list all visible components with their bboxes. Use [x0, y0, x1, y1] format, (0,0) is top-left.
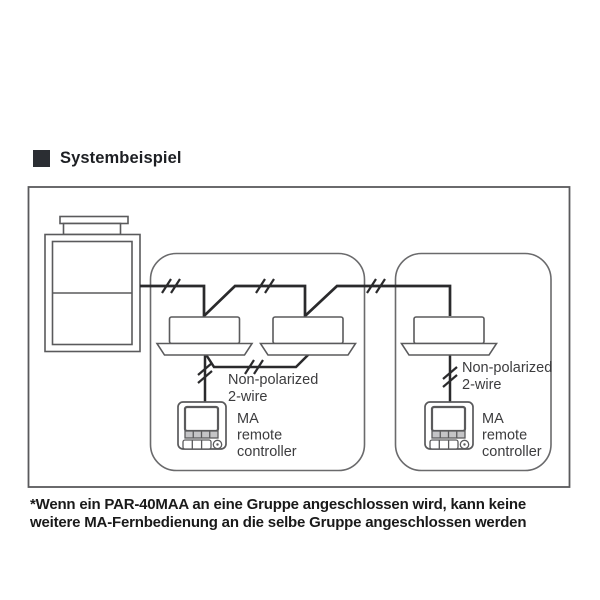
group-1-controller-label-line-1: MA	[237, 411, 259, 427]
footnote	[30, 496, 590, 531]
outdoor-unit-icon	[45, 217, 140, 352]
group-2-wire-label-line-1: Non-polarized	[462, 360, 553, 376]
group-1-controller-label-line-3: controller	[237, 444, 297, 460]
group-2-controller-label-line-3: controller	[482, 444, 542, 460]
indoor-unit-3-icon	[402, 317, 497, 355]
group-1-wire-label-line-1: Non-polarized	[228, 372, 319, 388]
indoor-unit-1-icon	[157, 317, 252, 355]
footnote-line-1: *Wenn ein PAR-40MAA an eine Gruppe angeschlossen wird, kann keine	[30, 496, 527, 513]
group-2-controller-label-line-2: remote	[482, 427, 528, 444]
group-1-wire-label-line-2: 2-wire	[228, 389, 268, 405]
group-2-wire-label-line-2: 2-wire	[462, 377, 502, 393]
indoor-unit-2-icon	[261, 317, 356, 355]
group-1-controller-label-line-2: remote	[237, 427, 283, 444]
section-title-text: Systembeispiel	[60, 149, 182, 167]
remote-controller-1-icon	[178, 402, 226, 449]
group-2-controller-label-line-1: MA	[482, 411, 504, 427]
bus-wire	[140, 286, 450, 316]
footnote-line-2: weitere MA-Fernbedienung an die selbe Gruppe angeschlossen werden	[30, 513, 527, 531]
remote-controller-2-icon	[425, 402, 473, 449]
